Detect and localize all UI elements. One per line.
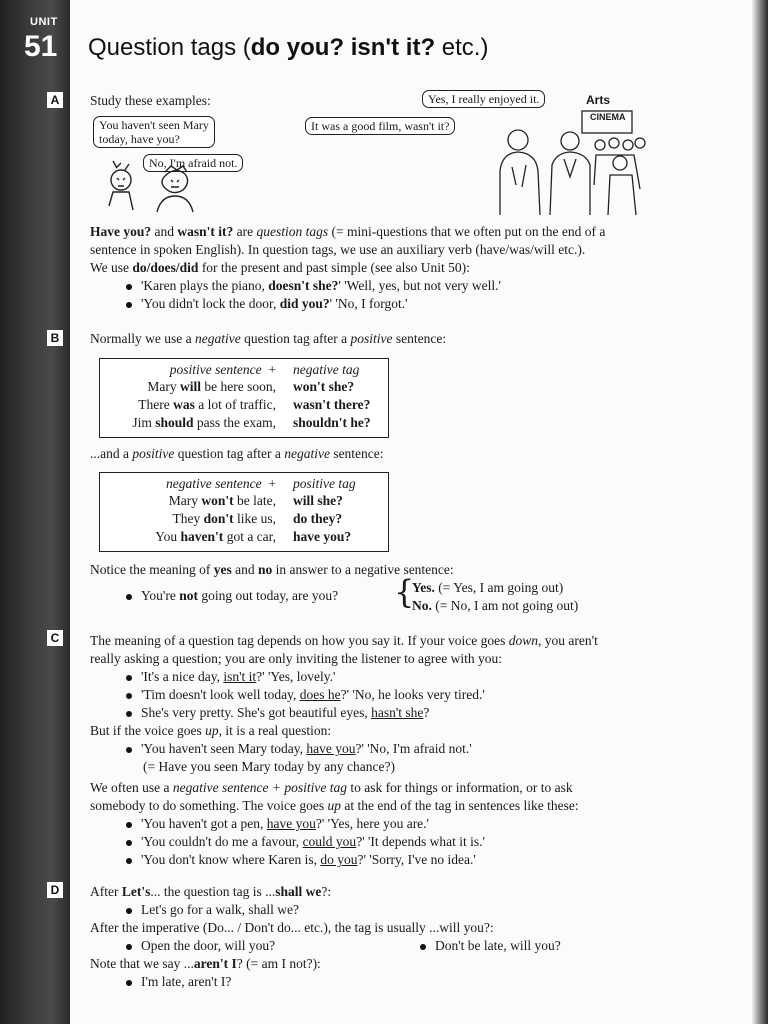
head-plus: + xyxy=(268,362,276,377)
cell-bold: haven't xyxy=(180,529,224,544)
d-paragraph-2: After the imperative (Do... / Don't do... etc.), the tag is usually ...will you?: xyxy=(90,920,494,935)
c-p2-italic: up xyxy=(205,723,219,738)
a-p1c-bold: do/does/did xyxy=(132,260,199,275)
c-paragraph-3-line-2 xyxy=(90,797,579,814)
unit-label: UNIT xyxy=(30,16,58,28)
d-paragraph-3 xyxy=(90,955,321,972)
c-example-2 xyxy=(126,686,485,703)
cell-text: be here soon, xyxy=(201,379,276,394)
ex-rest: ' 'No, I forgot.' xyxy=(329,296,408,311)
d-p1-bold-2: shall we xyxy=(275,884,322,899)
c-p1-rest: , you aren't xyxy=(538,633,598,648)
a-p1-bold-2: wasn't it? xyxy=(177,224,234,239)
title-main: Question tags ( xyxy=(88,34,251,61)
table2-row-3-right xyxy=(293,528,351,545)
table2-row-3-left xyxy=(155,528,276,545)
ex-bold: doesn't she? xyxy=(268,278,339,293)
no-rest: (= No, I am not going out) xyxy=(431,598,579,613)
table1-row-3-left xyxy=(132,414,276,431)
cinema-sign-arts: Arts xyxy=(586,93,611,107)
d-p3-bold: aren't I xyxy=(193,956,237,971)
bullet xyxy=(126,284,132,290)
c-example-3 xyxy=(126,704,429,721)
two-people-illustration xyxy=(95,160,215,218)
negative-positive-table xyxy=(99,472,389,552)
b-no-answer xyxy=(412,597,578,614)
yes-bold: Yes. xyxy=(412,580,435,595)
head-text: negative sentence xyxy=(166,476,262,491)
cinema-sign-cinema: CINEMA xyxy=(590,112,626,122)
a-paragraph-line-3 xyxy=(90,259,470,276)
positive-negative-table xyxy=(99,358,389,438)
q-rest: going out today, are you? xyxy=(197,588,339,603)
cell-bold: won't xyxy=(201,493,234,508)
curly-brace: { xyxy=(394,573,415,611)
tag-rising: do you xyxy=(320,852,358,867)
bullet xyxy=(420,944,426,950)
d-p1-mid: ... the question tag is ... xyxy=(150,884,276,899)
a-p1c-rest: for the present and past simple (see also Unit 50): xyxy=(198,260,470,275)
cell-text: be late, xyxy=(233,493,276,508)
cell-text: like us, xyxy=(233,511,276,526)
c-p3-italic: negative sentence + positive tag xyxy=(172,780,347,795)
speech-bubble-answer: No, I'm afraid not. xyxy=(143,154,243,172)
d-example-4 xyxy=(126,973,231,990)
ex-rest: ?' 'Yes, here you are.' xyxy=(315,816,429,831)
b-yes-answer xyxy=(412,579,563,596)
c-example-4 xyxy=(126,740,472,757)
cell-text: Mary xyxy=(168,493,202,508)
ex-text: I'm late, aren't I? xyxy=(141,974,232,989)
ex-rest: ?' 'Yes, lovely.' xyxy=(256,669,336,684)
title-bold: do you? isn't it? xyxy=(250,34,436,61)
cell-text: pass the exam, xyxy=(193,415,276,430)
ex-bold: did you? xyxy=(279,296,330,311)
ex-left: 'You don't know where Karen is, xyxy=(141,852,321,867)
b-after xyxy=(90,445,384,462)
table2-row-1-right xyxy=(293,492,343,509)
cell-bold: have you? xyxy=(293,529,352,544)
head-text: positive sentence xyxy=(169,362,262,377)
table1-row-1-left xyxy=(147,378,276,395)
b-notice-bold-2: no xyxy=(257,562,273,577)
head-text: negative tag xyxy=(293,362,360,377)
c-p3-rest: to ask for things or information, or to ask xyxy=(346,780,573,795)
c-paragraph-line-2: really asking a question; you are only inviting the listener to agree with you: xyxy=(90,651,503,666)
cell-bold: was xyxy=(173,397,195,412)
bubble-line-1: You haven't seen Mary xyxy=(99,118,209,132)
a-p1-mid-1: and xyxy=(151,224,178,239)
cell-bold: won't she? xyxy=(293,379,355,394)
b-after-rest: sentence: xyxy=(329,446,384,461)
ex-left: 'Karen plays the piano, xyxy=(141,278,269,293)
b-after-italic-2: negative xyxy=(284,446,330,461)
a-p1c-left: We use xyxy=(90,260,133,275)
table2-row-2-left xyxy=(172,510,276,527)
table1-row-3-right xyxy=(293,414,371,431)
cell-text: They xyxy=(172,511,204,526)
b-intro-mid: question tag after a xyxy=(240,331,351,346)
c-p2-rest: , it is a real question: xyxy=(218,723,332,738)
bullet xyxy=(126,747,132,753)
title-rest: etc.) xyxy=(435,34,489,61)
table1-head-left xyxy=(170,361,276,378)
bullet xyxy=(126,840,132,846)
ex-rest: ?' 'It depends what it is.' xyxy=(356,834,485,849)
right-page-edge xyxy=(752,0,768,1024)
cell-text: You xyxy=(155,529,181,544)
ex-rest: ' 'Well, yes, but not very well.' xyxy=(338,278,501,293)
cell-bold: don't xyxy=(203,511,234,526)
c-example-6 xyxy=(126,833,485,850)
unit-number: 51 xyxy=(24,30,58,63)
bullet xyxy=(126,908,132,914)
c-p3b-left: somebody to do something. The voice goes xyxy=(90,798,328,813)
table1-row-1-right xyxy=(293,378,354,395)
table1-row-2-right xyxy=(293,396,370,413)
yes-rest: (= Yes, I am going out) xyxy=(434,580,564,595)
bullet xyxy=(126,675,132,681)
bullet xyxy=(126,693,132,699)
ex-rest: ? xyxy=(423,705,430,720)
b-notice-mid: and xyxy=(231,562,258,577)
tag-rising: could you xyxy=(302,834,357,849)
head-text: positive tag xyxy=(293,476,356,491)
ex-left: 'You haven't seen Mary today, xyxy=(141,741,307,756)
ex-left: 'You haven't got a pen, xyxy=(141,816,267,831)
c-example-7 xyxy=(126,851,476,868)
q-bold: not xyxy=(179,588,198,603)
c-paragraph-line-1 xyxy=(90,632,598,649)
q-left: You're xyxy=(141,588,180,603)
bullet xyxy=(126,711,132,717)
a-p1-bold-1: Have you? xyxy=(90,224,152,239)
b-after-italic-1: positive xyxy=(132,446,175,461)
tag-falling: isn't it xyxy=(223,669,257,684)
a-example-1 xyxy=(126,277,501,294)
d-paragraph-1 xyxy=(90,883,331,900)
ex-left: 'You didn't lock the door, xyxy=(141,296,280,311)
ex-left: 'Tim doesn't look well today, xyxy=(141,687,300,702)
cell-bold: wasn't there? xyxy=(293,397,371,412)
bullet xyxy=(126,944,132,950)
section-b-marker: B xyxy=(47,330,63,346)
bullet xyxy=(126,594,132,600)
ex-rest: ?' 'No, I'm afraid not.' xyxy=(355,741,472,756)
b-intro-rest: sentence: xyxy=(392,331,447,346)
section-a-marker: A xyxy=(47,92,63,108)
cell-text: got a car, xyxy=(223,529,276,544)
a-paragraph-line-2: sentence in spoken English). In question tags, we use an auxiliary verb (have/was/will etc.). xyxy=(90,242,586,257)
a-p1-mid-2: are xyxy=(233,224,257,239)
table1-head-right xyxy=(293,361,359,378)
b-intro-italic-1: negative xyxy=(194,331,241,346)
ex-text: Open the door, will you? xyxy=(141,938,276,953)
tag-falling: does he xyxy=(299,687,341,702)
b-intro-left: Normally we use a xyxy=(90,331,195,346)
c-p3b-rest: at the end of the tag in sentences like these: xyxy=(340,798,579,813)
ex-rest: ?' 'Sorry, I've no idea.' xyxy=(357,852,476,867)
ex-left: 'You couldn't do me a favour, xyxy=(141,834,303,849)
d-example-3 xyxy=(420,937,561,954)
d-p1-left: After xyxy=(90,884,122,899)
tag-rising: have you xyxy=(266,816,316,831)
cell-text: Jim xyxy=(132,415,156,430)
head-plus: + xyxy=(268,476,276,491)
cell-text: a lot of traffic, xyxy=(194,397,276,412)
c-p2-left: But if the voice goes xyxy=(90,723,206,738)
speech-bubble-question xyxy=(93,116,215,148)
d-example-1 xyxy=(126,901,299,918)
cell-bold: shouldn't he? xyxy=(293,415,371,430)
speech-bubble-enjoyed: Yes, I really enjoyed it. xyxy=(422,90,545,108)
bullet xyxy=(126,302,132,308)
c-p1-italic: down xyxy=(508,633,539,648)
a-example-2 xyxy=(126,295,408,312)
c-p3-left: We often use a xyxy=(90,780,173,795)
b-yes-no-question xyxy=(126,587,338,604)
a-p1-italic: question tags xyxy=(256,224,329,239)
table2-row-1-left xyxy=(169,492,276,509)
b-notice-left: Notice the meaning of xyxy=(90,562,214,577)
left-page-edge xyxy=(0,0,70,1024)
a-p1-rest: (= mini-questions that we often put on the end of a xyxy=(328,224,606,239)
ex-left: 'It's a nice day, xyxy=(141,669,224,684)
cell-text: Mary xyxy=(147,379,180,394)
cell-bold: will xyxy=(180,379,202,394)
cinema-crowd-illustration xyxy=(490,105,660,220)
bullet xyxy=(126,858,132,864)
table2-head-right xyxy=(293,475,356,492)
c-example-1 xyxy=(126,668,335,685)
bubble-line-2: today, have you? xyxy=(99,132,180,146)
d-p3-left: Note that we say ... xyxy=(90,956,194,971)
ex-rest: ?' 'No, he looks very tired.' xyxy=(340,687,485,702)
a-paragraph-line-1 xyxy=(90,223,605,240)
cell-bold: should xyxy=(155,415,194,430)
b-notice-bold-1: yes xyxy=(213,562,232,577)
table1-row-2-left xyxy=(138,396,276,413)
page-title xyxy=(88,34,488,62)
cell-bold: do they? xyxy=(293,511,343,526)
b-notice-rest: in answer to a negative sentence: xyxy=(272,562,454,577)
b-after-mid: question tag after a xyxy=(174,446,285,461)
b-after-left: ...and a xyxy=(90,446,133,461)
section-c-marker: C xyxy=(47,630,63,646)
c-example-4-gloss: (= Have you seen Mary today by any chance?) xyxy=(143,759,396,774)
ex-text: Let's go for a walk, shall we? xyxy=(141,902,300,917)
bullet xyxy=(126,980,132,986)
c-p3b-italic: up xyxy=(327,798,341,813)
table2-row-2-right xyxy=(293,510,342,527)
d-example-2 xyxy=(126,937,275,954)
c-example-5 xyxy=(126,815,429,832)
b-intro xyxy=(90,330,446,347)
cell-text: There xyxy=(138,397,174,412)
ex-left: She's very pretty. She's got beautiful eyes, xyxy=(141,705,372,720)
tag-falling: hasn't she xyxy=(371,705,424,720)
section-d-marker: D xyxy=(47,882,63,898)
bullet xyxy=(126,822,132,828)
d-p1-rest: ?: xyxy=(321,884,332,899)
speech-bubble-film: It was a good film, wasn't it? xyxy=(305,117,455,135)
study-label: Study these examples: xyxy=(90,93,211,108)
no-bold: No. xyxy=(412,598,432,613)
tag-rising: have you xyxy=(306,741,356,756)
d-p1-bold-1: Let's xyxy=(121,884,151,899)
c-paragraph-2 xyxy=(90,722,331,739)
c-p1-left: The meaning of a question tag depends on how you say it. If your voice goes xyxy=(90,633,509,648)
cell-bold: will she? xyxy=(293,493,343,508)
table2-head-left xyxy=(166,475,276,492)
c-paragraph-3-line-1 xyxy=(90,779,573,796)
ex-text: Don't be late, will you? xyxy=(435,938,561,953)
d-p3-rest: ? (= am I not?): xyxy=(236,956,321,971)
b-intro-italic-2: positive xyxy=(350,331,393,346)
